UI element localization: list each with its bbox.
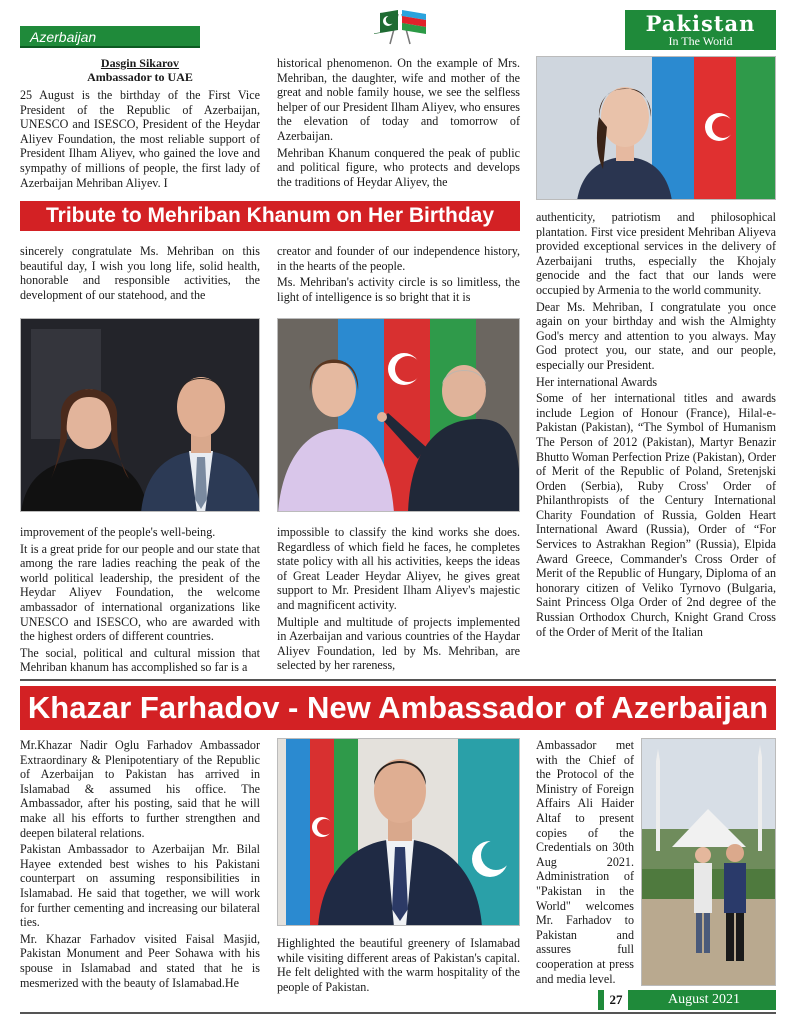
ceremony-illustration	[278, 319, 520, 512]
author-role: Ambassador to UAE	[87, 70, 193, 84]
article2-col3	[536, 738, 634, 988]
paragraph: Mr. Khazar Farhadov visited Faisal Masjid, Pakistan Monument and Peer Sohawa with his spouse in Islamabad and stated that he is mesmerized with the beauty of Islamabad.He	[20, 931, 260, 990]
photo-ambassador-farhadov	[277, 738, 520, 926]
paragraph: creator and founder of our independence history, in the hearts of the people.	[277, 244, 520, 273]
paragraph: Mehriban Khanum conquered the peak of public and political figure, who protects and develops the traditions of Heydar Aliyev, the	[277, 145, 520, 189]
brand-title: Pakistan	[645, 11, 756, 36]
article-divider	[20, 679, 776, 681]
paragraph: authenticity, patriotism and philosophical plantation. First vice president Mehriban Aliyeva provided exceptional services in the delivery of Azerbaijani truths, especially the Khojaly genocide and the fact that our lands were occupied by Armenia to the world community.	[536, 210, 776, 297]
footer-rule	[20, 1012, 776, 1014]
subheading: Her international Awards	[536, 374, 658, 389]
article1-col2-mid	[277, 244, 520, 306]
portrait-illustration	[537, 57, 776, 200]
author-name: Dasgin Sikarov	[100, 56, 180, 70]
photo-presidential-couple	[20, 318, 260, 512]
photo-faisal-masjid-visit	[641, 738, 776, 986]
article1-col2-top	[277, 56, 520, 191]
paragraph: Ambassador met with the Chief of the Protocol of the Ministry of Foreign Affairs Ali Haider Altaf to present copies of the Credentials on 30th Aug 2021. Administration of "Pakistan in the World" welcomes Mr. Farhadov to Pakistan and assures full cooperation at press and media level.	[536, 738, 634, 986]
article2-col1	[20, 738, 260, 992]
publication-brand	[625, 10, 776, 50]
article2-col2	[277, 936, 520, 996]
paragraph: Highlighted the beautiful greenery of Islamabad while visiting different areas of Pakistan's capital. He felt delighted with the warm hospitality of the people of Pakistan.	[277, 936, 520, 994]
article1-col3	[536, 210, 776, 641]
paragraph: impossible to classify the kind works she does. Regardless of which field he faces, he completes state policy with all his activities, keeps the ideas of Great Leader Heydar Aliyev, he gives great support to Mr. President Ilham Aliyev's majestic and magnificent activity.	[277, 525, 520, 612]
headline-tribute: Tribute to Mehriban Khanum on Her Birthday	[20, 201, 520, 231]
paragraph: Ms. Mehriban's activity circle is so limitless, the light of intelligence is so bright that it is	[277, 275, 520, 304]
paragraph: 25 August is the birthday of the First Vice President of the Republic of Azerbaijan, UNESCO and ISESCO, President of the Heydar Aliyev Foundation, the most reliable support of President Ilham Aliyev, who gained the love and sympathy of millions of people, the first lady of Azerbaijan Mehriban Aliyev. I	[20, 88, 260, 190]
article1-col1-mid	[20, 244, 260, 304]
paragraph: It is a great pride for our people and our state that among the rare ladies reaching the peak of the world political leadership, the president of the Heydar Aliyev Foundation, the welcome ambassador of international organizations like UNESCO and ISESCO, who are awarded with the highest orders of different countries.	[20, 541, 260, 644]
photo-mehriban-with-flag	[536, 56, 776, 200]
article1-col1-bottom	[20, 525, 260, 677]
brand-subtitle: In The World	[668, 34, 733, 48]
paragraph: historical phenomenon. On the example of Mrs. Mehriban, the daughter, wife and mother of the great and noble family house, we see the selfless helper of our President Ilham Aliyev, who ensures the elevation of today and tomorrow of Azerbaijan.	[277, 56, 520, 143]
section-tab: Azerbaijan	[20, 26, 200, 48]
paragraph: Pakistan Ambassador to Azerbaijan Mr. Bilal Hayee extended best wishes to his Pakistani counterpart on assuming responsibilities in Islamabad. He said that together, we will work for further cementing and increasing our bilateral ties.	[20, 842, 260, 930]
paragraph: Multiple and multitude of projects implemented in Azerbaijan and various countries of the Haydar Aliyev Foundation, led by Ms. Mehriban, are selected by her rareness,	[277, 614, 520, 673]
ambassador-illustration	[278, 739, 520, 926]
photo-award-ceremony	[277, 318, 520, 512]
headline-new-ambassador: Khazar Farhadov - New Ambassador of Azerbaijan	[20, 686, 776, 730]
paragraph: Dear Ms. Mehriban, I congratulate you once again on your birthday and wish the Almighty God's mercy and attention to you always. May God protect you, our state, and our people, especially our President.	[536, 299, 776, 372]
couple-illustration	[21, 319, 260, 512]
paragraph: improvement of the people's well-being.	[20, 525, 216, 539]
paragraph: The social, political and cultural mission that Mehriban khanum has accomplished so far is a	[20, 645, 260, 675]
author-byline	[20, 56, 260, 84]
pakistan-azerbaijan-crossed-flags-icon	[370, 6, 430, 46]
paragraph: Some of her international titles and awards include Legion of Honour (France), Hilal-e-Pakistan (Pakistan), “The Symbol of Humanism The Person of 2012 (Pakistan), Martyr Benazir Bhutto Woman Perfection Prize (Pakistan), Order of Merit of the Republic of Poland, Sretenjski Orden (Serbia), Ruby Cross' Order of Philanthropists of the Century International Charity Foundation of Russia, Golden Heart International Award (Russia), Order of “For Services to Astrakhan Region” (Russia), Elpida Award Greece, Commander's Cross Order of Merit of the Republic of Hungary, Diploma of an honorary citizen of Veliko Tyrnovo (Bulgaria, Saint Princess Olga Order of 2nd degree of the Russian Orthodox Church, Knight Grand Cross of the Order of Merit of the Italian	[536, 391, 776, 639]
page-number: 27	[604, 990, 628, 1010]
article1-col2-bottom	[277, 525, 520, 675]
paragraph: sincerely congratulate Ms. Mehriban on this beautiful day, I wish you long life, solid health, honorable and responsible activities, the development of our statehood, and the	[20, 244, 260, 302]
masjid-illustration	[642, 739, 776, 986]
paragraph: Mr.Khazar Nadir Oglu Farhadov Ambassador Extraordinary & Plenipotentiary of the Republic of Azerbaijan to Pakistan has arrived in Islamabad & assumed his office. The Ambassador, after his posting, said that he will make all his efforts to further strengthen and deepen bilateral relations.	[20, 738, 260, 840]
issue-date: August 2021	[668, 992, 740, 1007]
article1-col1-top	[20, 88, 260, 192]
